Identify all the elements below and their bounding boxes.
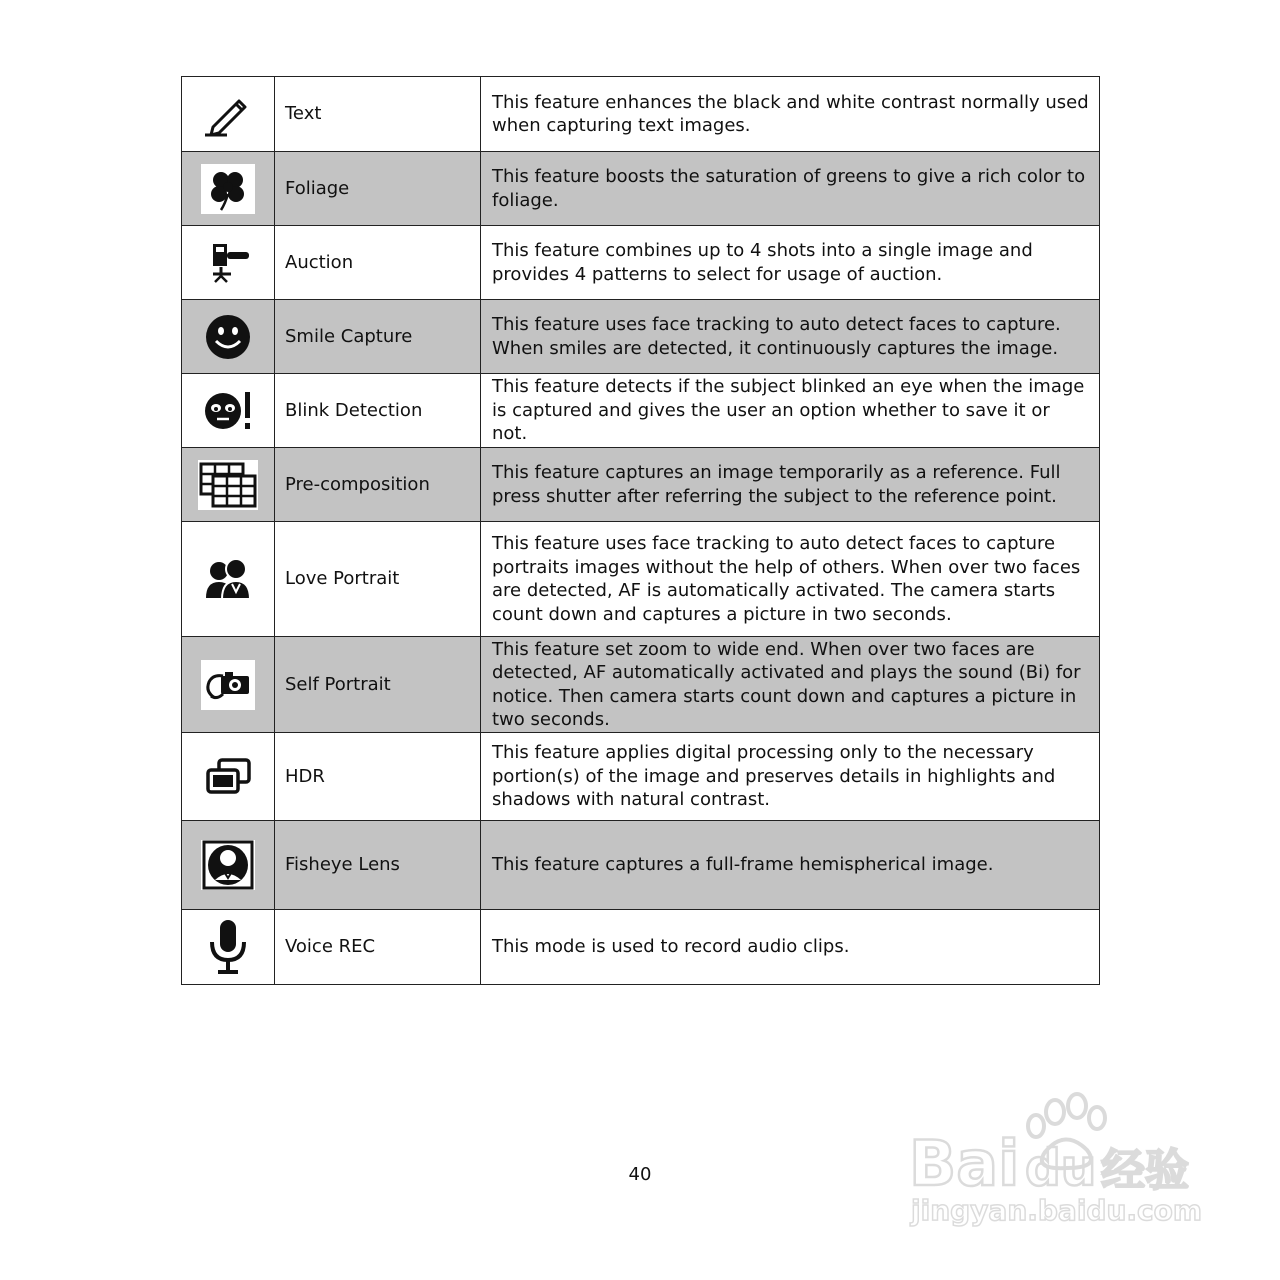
mode-name: Pre-composition <box>275 448 481 522</box>
mode-description: This feature detects if the subject blinked an eye when the image is captured and gives the user an option whether to save it or not. <box>481 374 1100 448</box>
scene-mode-table <box>181 76 1100 985</box>
mode-name: Foliage <box>275 152 481 226</box>
mode-description: This feature set zoom to wide end. When over two faces are detected, AF automatically activated and plays the sound (Bi) for notice. Then camera starts count down and captures a picture in two seconds. <box>481 637 1100 733</box>
mode-description: This feature combines up to 4 shots into a single image and provides 4 patterns to select for usage of auction. <box>481 226 1100 300</box>
mode-name: Fisheye Lens <box>275 821 481 910</box>
table-row <box>182 733 1100 821</box>
gavel-icon <box>201 238 255 288</box>
table-row <box>182 226 1100 300</box>
svg-text:经验: 经验 <box>1101 1145 1189 1196</box>
mode-name: Blink Detection <box>275 374 481 448</box>
mode-name: Text <box>275 77 481 152</box>
mode-description: This feature applies digital processing only to the necessary portion(s) of the image and preserves details in highlights and shadows with natural contrast. <box>481 733 1100 821</box>
microphone-icon <box>201 918 255 976</box>
mode-name: Love Portrait <box>275 522 481 637</box>
blink-face-icon <box>201 386 255 436</box>
mode-description: This feature captures a full-frame hemispherical image. <box>481 821 1100 910</box>
table-row <box>182 448 1100 522</box>
mode-name: HDR <box>275 733 481 821</box>
smiley-icon <box>201 312 255 362</box>
mode-description: This feature captures an image temporarily as a reference. Full press shutter after referring the subject to the reference point. <box>481 448 1100 522</box>
svg-text:Bai: Bai <box>909 1127 1020 1200</box>
clover-icon <box>201 164 255 214</box>
pencil-icon <box>201 89 255 139</box>
couple-icon <box>201 554 255 604</box>
svg-text:jingyan.baidu.com: jingyan.baidu.com <box>911 1194 1203 1227</box>
table-row <box>182 152 1100 226</box>
hdr-icon <box>201 752 255 802</box>
mode-name: Smile Capture <box>275 300 481 374</box>
table-row <box>182 374 1100 448</box>
table-row <box>182 300 1100 374</box>
table-row <box>182 821 1100 910</box>
mode-description: This feature uses face tracking to auto detect faces to capture. When smiles are detected, it continuously captures the image. <box>481 300 1100 374</box>
grid-icon <box>198 460 258 510</box>
table-row <box>182 522 1100 637</box>
baidu-watermark <box>905 1090 1205 1230</box>
mode-name: Self Portrait <box>275 637 481 733</box>
page-number: 40 <box>628 1164 652 1185</box>
fisheye-icon <box>201 840 255 890</box>
table-row <box>182 637 1100 733</box>
mode-description: This feature enhances the black and white contrast normally used when capturing text images. <box>481 77 1100 152</box>
table-row <box>182 77 1100 152</box>
mode-description: This mode is used to record audio clips. <box>481 910 1100 985</box>
svg-text:du: du <box>1025 1139 1097 1197</box>
mode-description: This feature boosts the saturation of greens to give a rich color to foliage. <box>481 152 1100 226</box>
table-row <box>182 910 1100 985</box>
mode-name: Voice REC <box>275 910 481 985</box>
mode-name: Auction <box>275 226 481 300</box>
self-portrait-icon <box>201 660 255 710</box>
mode-description: This feature uses face tracking to auto detect faces to capture portraits images without the help of others. When over two faces are detected, AF is automatically activated. The camera starts count down and captures a picture in two seconds. <box>481 522 1100 637</box>
